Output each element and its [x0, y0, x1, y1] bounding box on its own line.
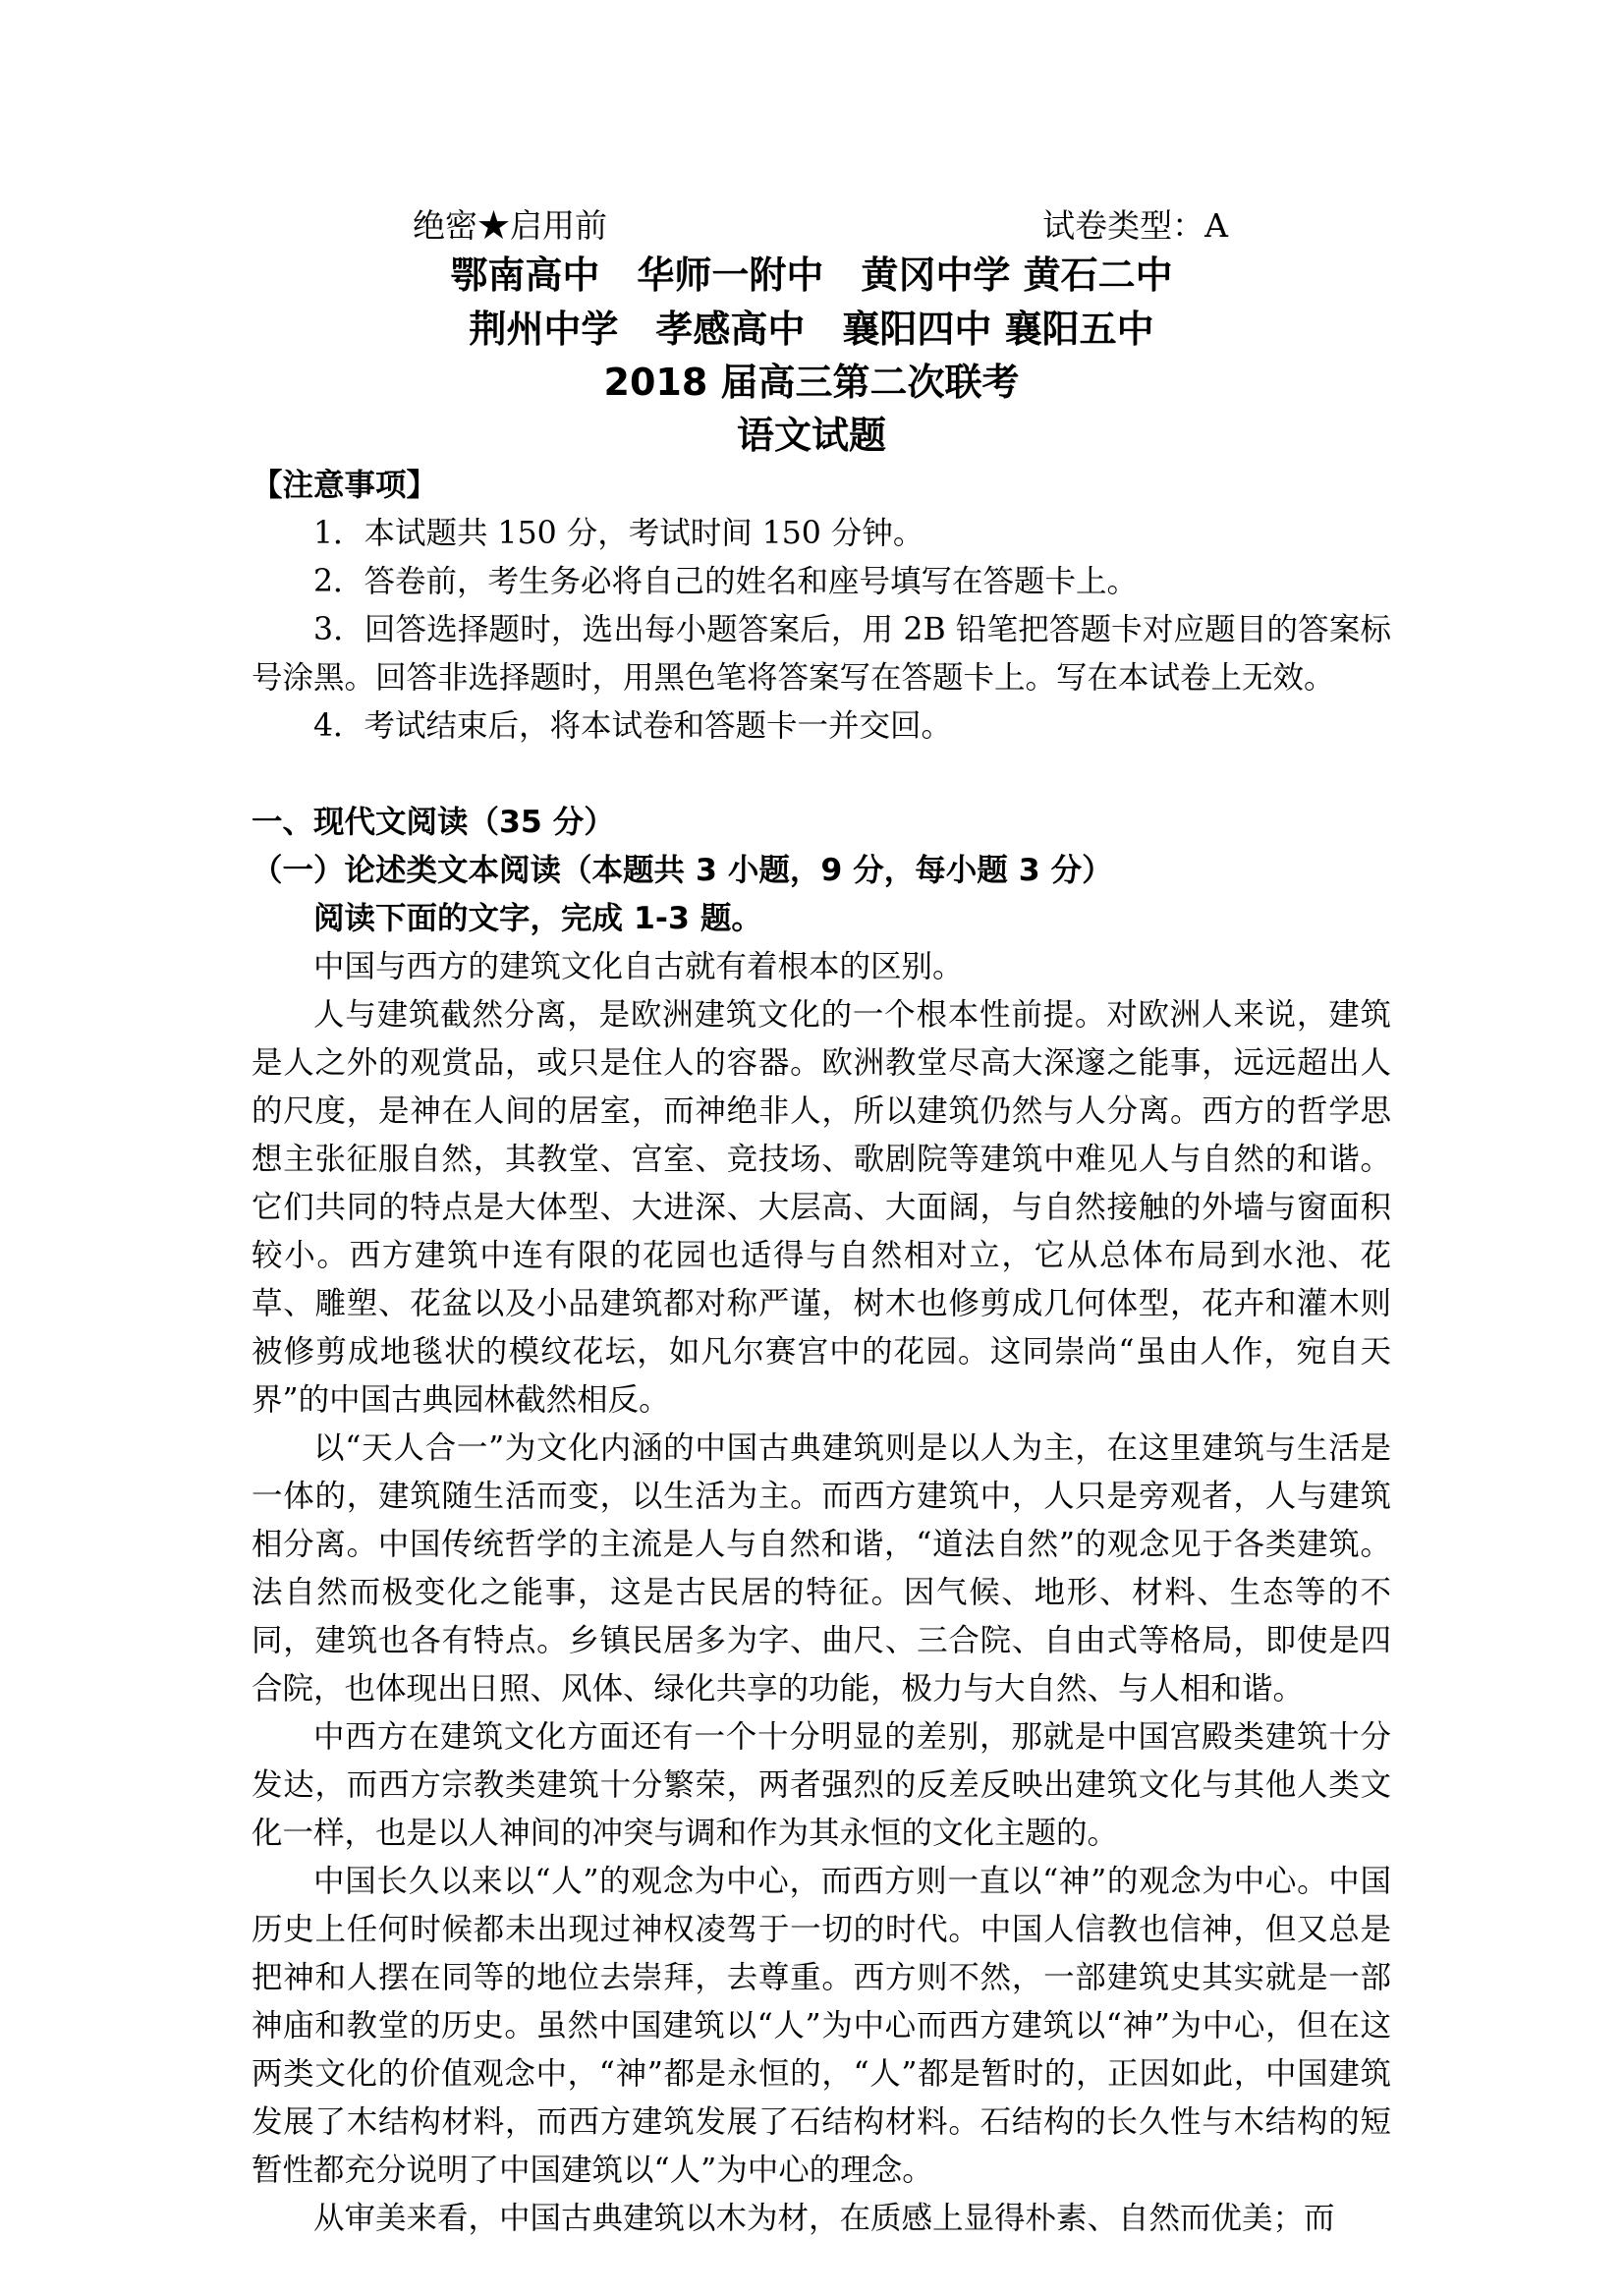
header-line — [413, 201, 1228, 251]
schools-line-1: 鄂南高中 华师一附中 黄冈中学 黄石二中 — [450, 253, 1173, 297]
notice-item: 3．回答选择题时，选出每小题答案后，用 2B 铅笔把答题卡对应题目的答案标号涂黑。回答非选择题时，用黑色笔将答案写在答题卡上。写在本试卷上无效。 — [252, 612, 1391, 696]
subject-title: 语文试题 — [736, 414, 886, 457]
passage-paragraph: 中西方在建筑文化方面还有一个十分明显的差别，那就是中国宫殿类建筑十分发达，而西方宗教类建筑十分繁荣，两者强烈的反差反映出建筑文化与其他人类文化一样，也是以人神间的冲突与调和作为其永恒的文化主题的。 — [252, 1719, 1391, 1851]
spacer — [252, 751, 1391, 799]
secrecy-label: 绝密★启用前 — [413, 206, 607, 245]
exam-title: 2018 届高三第二次联考 — [603, 361, 1020, 404]
section-heading: 一、现代文阅读（35 分） — [252, 805, 615, 840]
passage-paragraph: 以“天人合一”为文化内涵的中国古典建筑则是以人为主，在这里建筑与生活是一体的，建筑随生活而变，以生活为主。而西方建筑中，人只是旁观者，人与建筑相分离。中国传统哲学的主流是人与自然和谐，“道法自然”的观念见于各类建筑。法自然而极变化之能事，这是古民居的特征。因气候、地形、材料、生态等的不同，建筑也各有特点。乡镇民居多为字、曲尺、三合院、自由式等格局，即使是四合院，也体现出日照、风体、绿化共享的功能，极力与大自然、与人相和谐。 — [252, 1430, 1391, 1707]
passage-paragraph: 中国长久以来以“人”的观念为中心，而西方则一直以“神”的观念为中心。中国历史上任何时候都未出现过神权凌驾于一切的时代。中国人信教也信神，但又总是把神和人摆在同等的地位去崇拜，去尊重。西方则不然，一部建筑史其实就是一部神庙和教堂的历史。虽然中国建筑以“人”为中心而西方建筑以“神”为中心，但在这两类文化的价值观念中，“神”都是永恒的，“人”都是暂时的，正因如此，中国建筑发展了木结构材料，而西方建筑发展了石结构材料。石结构的长久性与木结构的短暂性都充分说明了中国建筑以“人”为中心的理念。 — [252, 1864, 1391, 2188]
passage-paragraph: 中国与西方的建筑文化自古就有着根本的区别。 — [313, 949, 964, 984]
notice-item: 1．本试题共 150 分，考试时间 150 分钟。 — [313, 516, 924, 551]
passage-paragraph: 从审美来看，中国古典建筑以木为材，在质感上显得朴素、自然而优美；而 — [313, 2201, 1335, 2236]
passage-paragraph: 人与建筑截然分离，是欧洲建筑文化的一个根本性前提。对欧洲人来说，建筑是人之外的观赏品，或只是住人的容器。欧洲教堂尽高大深邃之能事，远远超出人的尺度，是神在人间的居室，而神绝非人，所以建筑仍然与人分离。西方的哲学思想主张征服自然，其教堂、宫室、竞技场、歌剧院等建筑中难见人与自然的和谐。它们共同的特点是大体型、大进深、大层高、大面阔，与自然接触的外墙与窗面积较小。西方建筑中连有限的花园也适得与自然相对立，它从总体布局到水池、花草、雕塑、花盆以及小品建筑都对称严谨，树木也修剪成几何体型，花卉和灌木则被修剪成地毯状的模纹花坛，如凡尔赛宫中的花园。这同崇尚“虽由人作，宛自天界”的中国古典园林截然相反。 — [252, 997, 1391, 1418]
notice-item: 2．答卷前，考生务必将自己的姓名和座号填写在答题卡上。 — [313, 564, 1139, 599]
document-body — [252, 462, 1391, 2243]
paper-type-label: 试卷类型：A — [1042, 206, 1228, 245]
section-subheading: （一）论述类文本阅读（本题共 3 小题，9 分，每小题 3 分） — [252, 853, 1113, 888]
reading-instruction: 阅读下面的文字，完成 1-3 题。 — [313, 901, 762, 936]
notice-item: 4．考试结束后，将本试卷和答题卡一并交回。 — [313, 708, 953, 744]
schools-line-2: 荆州中学 孝感高中 襄阳四中 襄阳五中 — [469, 308, 1154, 351]
notice-heading: 【注意事项】 — [252, 468, 438, 503]
